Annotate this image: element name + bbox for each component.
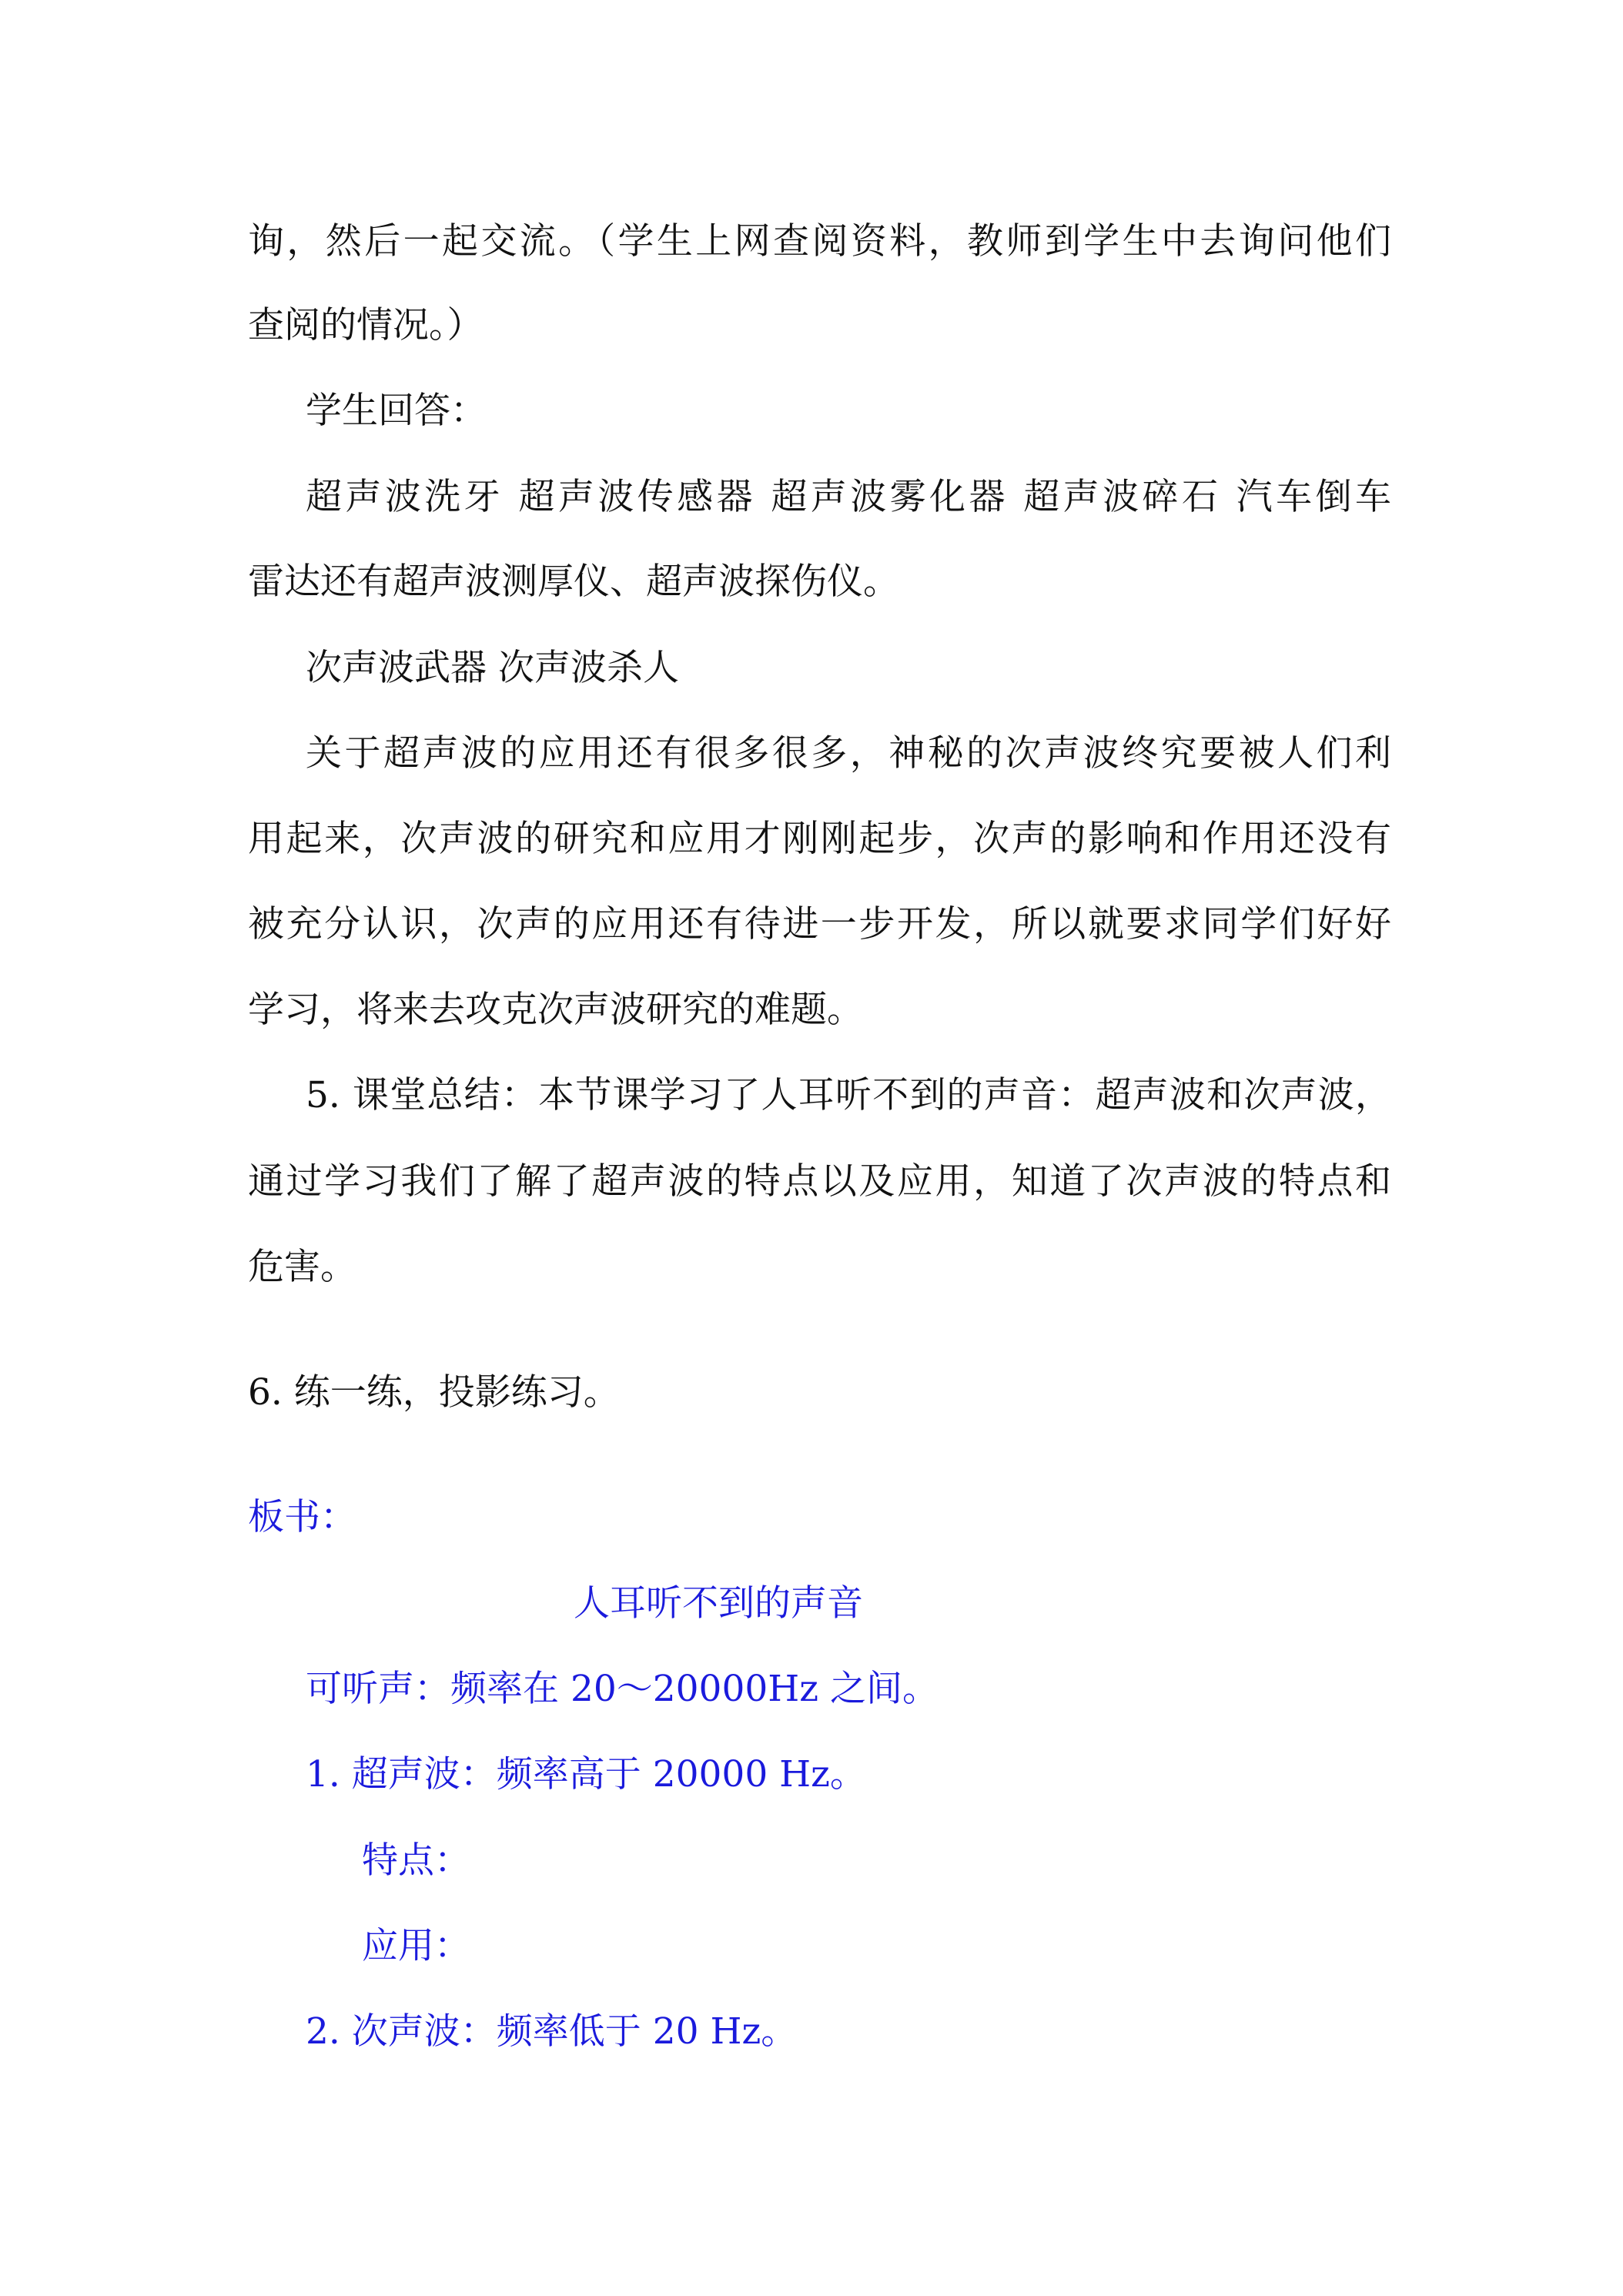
infrasound-applications-line: 次声波武器 次声波杀人 (306, 647, 679, 689)
student-answer-label: 学生回答： (306, 390, 487, 432)
paragraph-line-3: 被充分认识，次声的应用还有待进一步开发，所以就要求同学们好好 (248, 903, 1391, 946)
summary-line-1: 5. 课堂总结：本节课学习了人耳听不到的声音：超声波和次声波， (306, 1074, 1391, 1116)
board-ultrasound-applications: 应用： (362, 1925, 470, 1967)
paragraph-line-4: 学习，将来去攻克次声波研究的难题。 (248, 989, 863, 1031)
practice-line: 6. 练一练，投影练习。 (248, 1371, 620, 1414)
board-ultrasound-features: 特点： (362, 1839, 470, 1882)
body-line-1: 询，然后一起交流。（学生上网查阅资料，教师到学生中去询问他们 (248, 220, 1391, 263)
board-heading: 板书： (248, 1496, 356, 1538)
board-title: 人耳听不到的声音 (574, 1582, 863, 1625)
board-audible-sound: 可听声：频率在 20～20000Hz 之间。 (306, 1668, 939, 1710)
board-item-ultrasound: 1. 超声波：频率高于 20000 Hz。 (306, 1753, 866, 1796)
board-item-infrasound: 2. 次声波：频率低于 20 Hz。 (306, 2010, 798, 2053)
body-line-2: 查阅的情况。） (248, 304, 484, 346)
paragraph-line-1: 关于超声波的应用还有很多很多，神秘的次声波终究要被人们利 (306, 732, 1391, 775)
summary-line-3: 危害。 (248, 1246, 356, 1288)
summary-line-2: 通过学习我们了解了超声波的特点以及应用，知道了次声波的特点和 (248, 1160, 1391, 1203)
ultrasound-applications-line-1: 超声波洗牙 超声波传感器 超声波雾化器 超声波碎石 汽车倒车 (306, 476, 1391, 518)
paragraph-line-2: 用起来，次声波的研究和应用才刚刚起步，次声的影响和作用还没有 (248, 818, 1391, 860)
ultrasound-applications-line-2: 雷达还有超声波测厚仪、超声波探伤仪。 (248, 561, 899, 603)
